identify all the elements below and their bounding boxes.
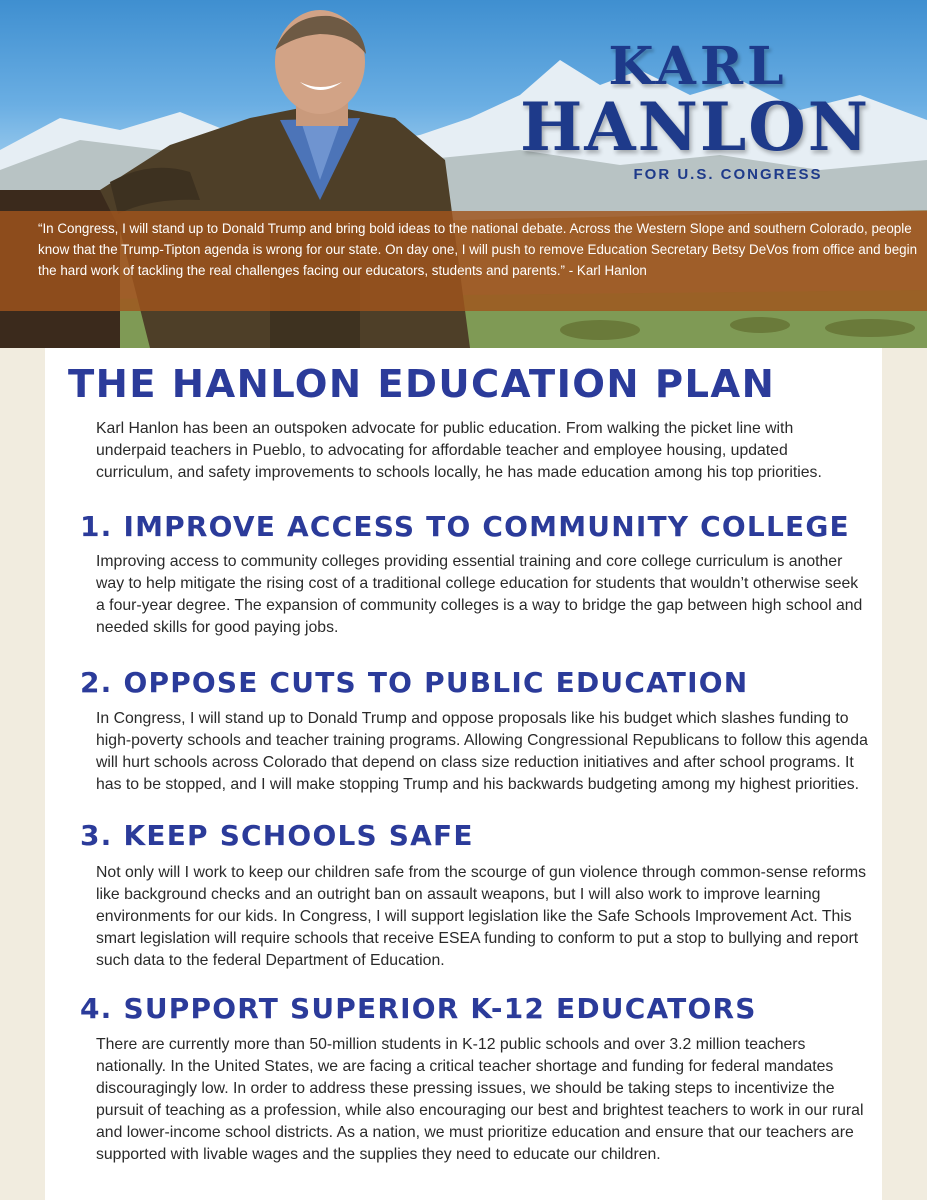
plan-title: THE HANLON EDUCATION PLAN [68, 362, 776, 407]
candidate-quote: “In Congress, I will stand up to Donald Trump and bring bold ideas to the national debate. Across the Western Slope and southern Colorado, people know that the Trump-Tipton agenda is wrong for our state. On day one, I will push to remove Education Secretary Betsy DeVos from office and begin the hard work of tackling the real challenges facing our educators, students and parents.” - Karl Hanlon [38, 221, 918, 278]
section-body-safe-schools: Not only will I work to keep our children safe from the scourge of gun violence through common-sense reforms like background checks and an outright ban on assault weapons, but I will also work to improve learning environments for our kids. In Congress, I will support legislation like the Safe Schools Improvement Act. This smart legislation will require schools that receive ESEA funding to conform to put a stop to bullying and report such data to the federal Department of Education. [96, 864, 867, 969]
candidate-last-name: HANLON [520, 88, 871, 166]
section-heading-safe-schools: 3. KEEP SCHOOLS SAFE [80, 819, 474, 852]
plan-intro: Karl Hanlon has been an outspoken advocate for public education. From walking the picket line with underpaid teachers in Pueblo, to advocating for affordable teacher and employee housing, updated curriculum, and safety improvements to schools locally, he has made education among his top priorities. [96, 420, 822, 481]
section-body-k12-educators: There are currently more than 50-million students in K-12 public schools and over 3.2 million teachers nationally. In the United States, we are facing a critical teacher shortage and funding for federal mandates discouragingly low. In order to address these pressing issues, we should be taking steps to incentivize the pursuit of teaching as a profession, while also encouraging our best and brightest teachers to work in our rural and lower-income school districts. As a nation, we must prioritize education and ensure that our teachers are supported with livable wages and the supplies they need to educate our children. [96, 1036, 864, 1163]
section-body-oppose-cuts: In Congress, I will stand up to Donald Trump and oppose proposals like his budget which slashes funding to high-poverty schools and teacher training programs. Allowing Congressional Republicans to follow this agenda will hurt schools across Colorado that depend on class size reduction initiatives and after school programs. It has to be stopped, and I will make stopping Trump and his backwards budgeting among my highest priorities. [96, 710, 868, 793]
section-heading-oppose-cuts: 2. OPPOSE CUTS TO PUBLIC EDUCATION [80, 666, 749, 699]
section-heading-community-college: 1. IMPROVE ACCESS TO COMMUNITY COLLEGE [80, 510, 850, 543]
office-subtitle: FOR U.S. CONGRESS [633, 166, 823, 183]
campaign-logo [520, 36, 871, 183]
candidate-first-name: KARL [608, 36, 788, 97]
section-body-community-college: Improving access to community colleges providing essential training and core college curriculum is another way to help mitigate the rising cost of a traditional college education for students that wouldn’t otherwise seek a four-year degree. The expansion of community colleges is a way to bridge the gap between high school and needed skills for good paying jobs. [96, 553, 863, 636]
section-heading-k12-educators: 4. SUPPORT SUPERIOR K-12 EDUCATORS [80, 992, 757, 1025]
